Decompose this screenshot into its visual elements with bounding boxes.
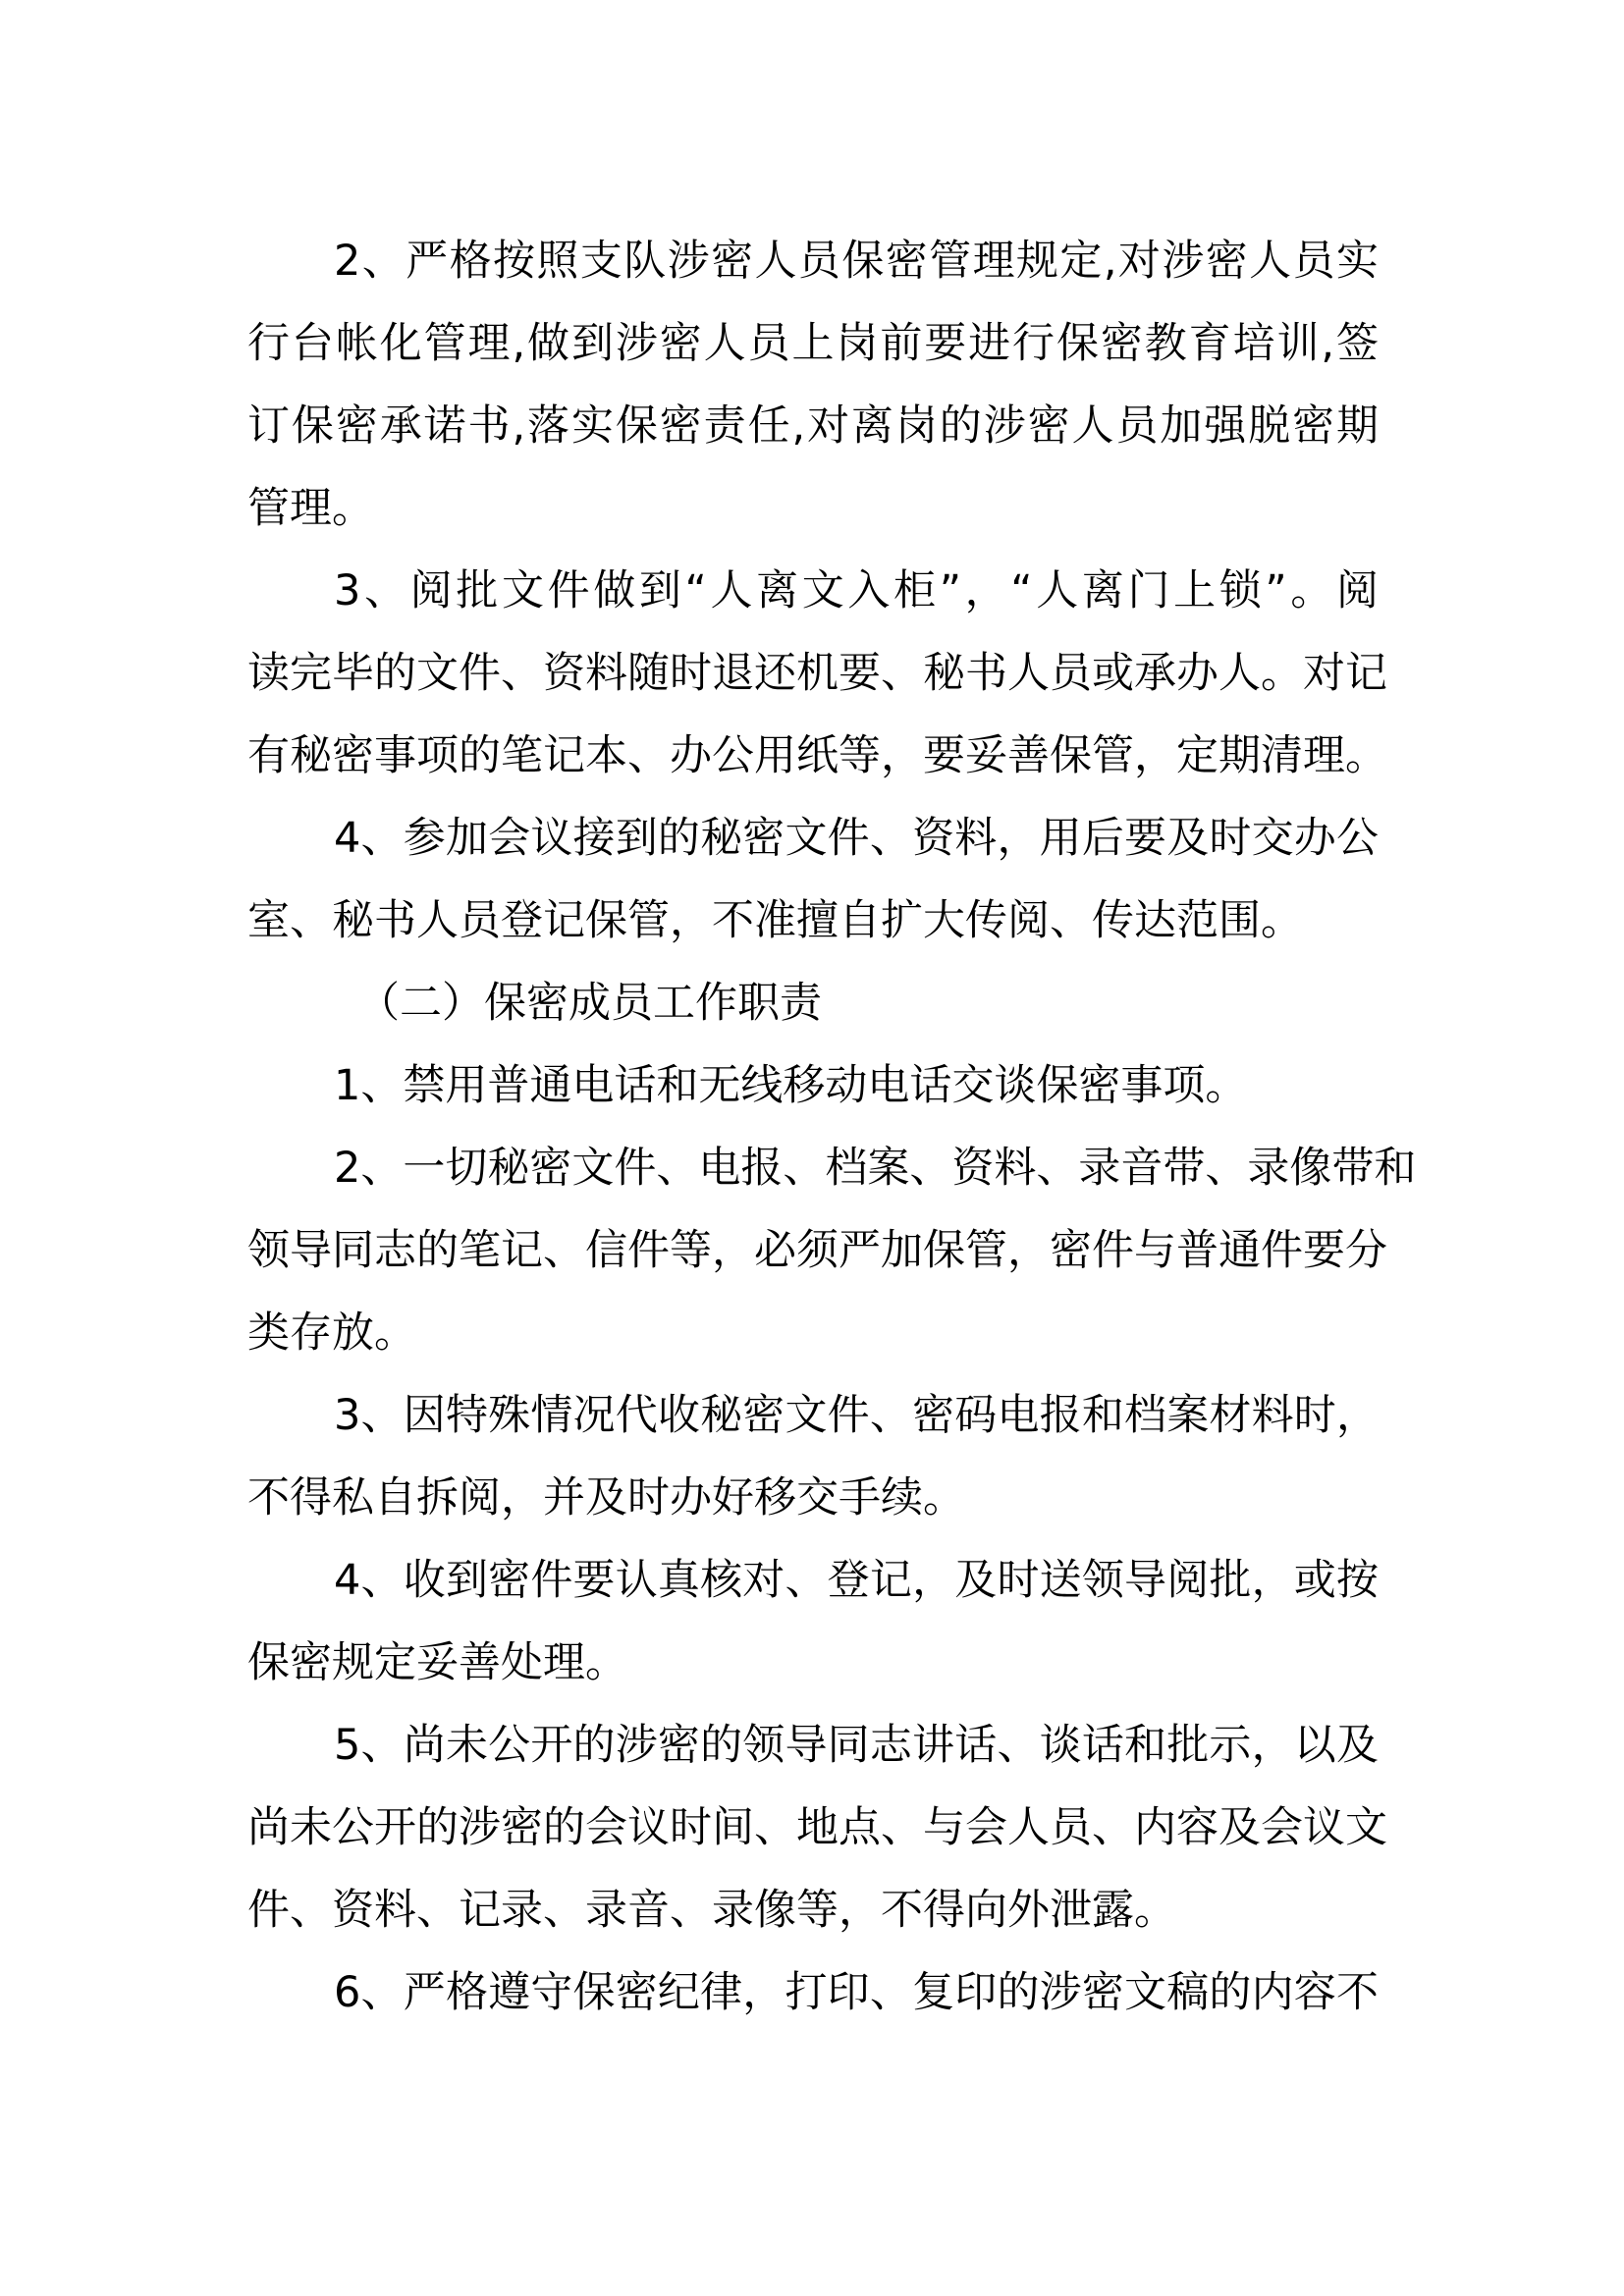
paragraph-duty-1-phone bbox=[247, 1044, 1379, 1127]
paragraph-duty-3-receipt bbox=[247, 1374, 1379, 1539]
text-line: 不得私自拆阅，并及时办好移交手续。 bbox=[247, 1473, 965, 1522]
paragraph-item-4-meeting-documents bbox=[247, 797, 1379, 962]
paragraph-duty-2-storage bbox=[247, 1127, 1417, 1374]
text-line: 2、严格按照支队涉密人员保密管理规定,对涉密人员实 bbox=[334, 237, 1379, 286]
text-line: 1、禁用普通电话和无线移动电话交谈保密事项。 bbox=[334, 1061, 1248, 1110]
text-line: 5、尚未公开的涉密的领导同志讲话、谈话和批示，以及 bbox=[334, 1721, 1379, 1770]
paragraph-item-3-document-review bbox=[247, 550, 1387, 797]
section-heading-member-duties bbox=[247, 962, 1379, 1044]
text-line: 类存放。 bbox=[247, 1308, 416, 1358]
text-line: 尚未公开的涉密的会议时间、地点、与会人员、内容及会议文 bbox=[247, 1803, 1387, 1852]
section-heading: （二）保密成员工作职责 bbox=[357, 979, 822, 1028]
paragraph-duty-4-registration bbox=[247, 1539, 1379, 1704]
text-line: 6、严格遵守保密纪律，打印、复印的涉密文稿的内容不 bbox=[334, 1968, 1379, 2017]
text-line: 室、秘书人员登记保管，不准擅自扩大传阅、传达范围。 bbox=[247, 896, 1303, 945]
paragraph-item-2-personnel-management bbox=[247, 220, 1379, 550]
paragraph-duty-6-discipline bbox=[247, 1951, 1379, 2034]
text-line: 管理。 bbox=[247, 484, 374, 533]
document-page bbox=[247, 220, 1417, 2034]
text-line: 读完毕的文件、资料随时退还机要、秘书人员或承办人。对记 bbox=[247, 649, 1387, 698]
text-line: 有秘密事项的笔记本、办公用纸等，要妥善保管，定期清理。 bbox=[247, 731, 1387, 780]
paragraph-duty-5-non-disclosure bbox=[247, 1704, 1387, 1951]
text-line: 4、收到密件要认真核对、登记，及时送领导阅批，或按 bbox=[334, 1556, 1379, 1605]
text-line: 保密规定妥善处理。 bbox=[247, 1638, 627, 1687]
text-line: 4、参加会议接到的秘密文件、资料，用后要及时交办公 bbox=[334, 814, 1379, 863]
text-line: 行台帐化管理,做到涉密人员上岗前要进行保密教育培训,签 bbox=[247, 319, 1379, 368]
text-line: 订保密承诺书,落实保密责任,对离岗的涉密人员加强脱密期 bbox=[247, 401, 1379, 451]
text-line: 3、阅批文件做到“人离文入柜”，“人离门上锁”。阅 bbox=[334, 566, 1379, 615]
text-line: 领导同志的笔记、信件等，必须严加保管，密件与普通件要分 bbox=[247, 1226, 1387, 1275]
text-line: 3、因特殊情况代收秘密文件、密码电报和档案材料时， bbox=[334, 1391, 1379, 1440]
text-line: 2、一切秘密文件、电报、档案、资料、录音带、录像带和 bbox=[334, 1144, 1417, 1193]
text-line: 件、资料、记录、录音、录像等，不得向外泄露。 bbox=[247, 1886, 1176, 1935]
